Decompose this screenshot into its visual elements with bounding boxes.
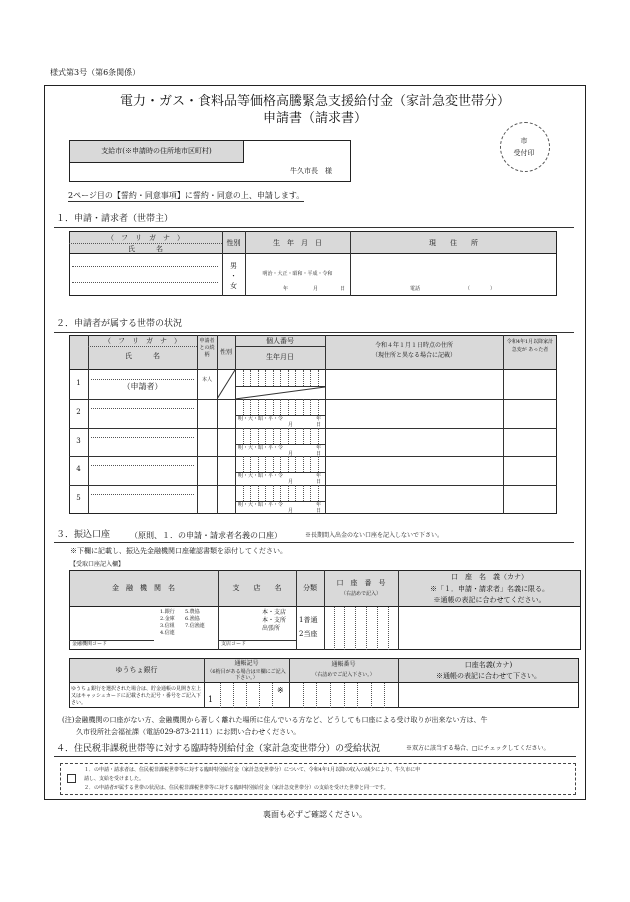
- s1-male: 男: [230, 262, 237, 270]
- s2-row-kana-line: [91, 494, 194, 495]
- pn-div4: [344, 683, 345, 708]
- s2-row-no: 2: [76, 407, 81, 416]
- bank-type-2: 2.金庫: [160, 616, 175, 622]
- s2-row-year: 年: [316, 415, 322, 422]
- holder-note1: ※「１．申請・請求者」名義に限る。: [430, 585, 549, 593]
- acct-div5: [377, 607, 378, 650]
- s1-kana-line: [72, 266, 218, 267]
- s2-row-no: 4: [76, 465, 81, 474]
- account-no-h: 口 座 番 号: [336, 579, 386, 587]
- s2-row-day: 日: [316, 508, 322, 515]
- payer-addressee: 牛久市長 様: [290, 167, 332, 175]
- s2-row-year: 年: [316, 473, 322, 480]
- s2-col-gen: [217, 335, 218, 514]
- pn-div1: [303, 683, 304, 708]
- s2-pn-digit-sep: [243, 485, 244, 501]
- s2-row-kana-line: [91, 408, 194, 409]
- bank-type-7: 7.信漁連: [185, 623, 205, 629]
- s2-pn-digit-sep: [265, 399, 266, 415]
- s2-row-no: 5: [76, 494, 81, 503]
- s1-gender: 性別: [226, 239, 241, 247]
- pledge-note: 2ページ目の【誓約・同意事項】に誓約・同意の上、申請します。: [68, 191, 305, 200]
- bank-type-1: 1.銀行: [160, 609, 175, 615]
- s2-pn-digit-sep: [280, 456, 281, 472]
- payer-label: 支給市(※申請時の住所地市区町村): [101, 147, 212, 155]
- s2-pn-digit-sep: [250, 485, 251, 501]
- passbook-symbol: 通帳記号: [234, 660, 259, 667]
- s2-col-pn: [235, 335, 236, 514]
- section4-line1: １．の申請・請求者は、住民税非課税世帯等に対する臨時特別給付金（家計急変世帯分）について、令和4年1月以降の収入の減少により、牛久市に申: [84, 767, 421, 773]
- s1-year: 年: [283, 286, 289, 292]
- s2-pn-digit-sep: [265, 456, 266, 472]
- s2-relation: 申請者との続柄: [199, 338, 215, 358]
- s2-pn-digit-sep: [288, 428, 289, 444]
- s2-row-no: 1: [76, 379, 81, 387]
- passbook-number: 通帳番号: [331, 661, 356, 668]
- s2-col-rel: [197, 335, 198, 514]
- s2-pn-digit-sep: [318, 456, 319, 472]
- s2-pn-digit-sep: [258, 485, 259, 501]
- bank-type-3: 3.信組: [160, 623, 175, 629]
- s2-pn-digit-sep: [273, 456, 274, 472]
- s2-addr-l1: 令和４年１月１日時点の住所: [374, 342, 453, 349]
- s2-pn-digit-sep: [265, 485, 266, 501]
- account-type-1: 1普通: [299, 616, 318, 624]
- bank-code: 金融機関コード: [72, 641, 108, 647]
- bank-col1: [218, 570, 219, 650]
- s2-pn-digit-sep: [258, 456, 259, 472]
- holder-note2: ※通帳の表記に合わせてください。: [433, 596, 546, 604]
- right-align-h: （右詰めで記入）: [340, 591, 381, 597]
- s2-name: 氏 名: [125, 352, 160, 360]
- s2-pn-digit-sep: [258, 428, 259, 444]
- s2-pn-digit-sep: [265, 428, 266, 444]
- acct-div1: [334, 607, 335, 650]
- reception-stamp: [500, 122, 550, 172]
- s1-phone-parens: （ ）: [465, 286, 496, 292]
- s2-pn-digit-sep: [288, 399, 289, 415]
- s2-pn-digit-sep: [295, 399, 296, 415]
- s2-row-eras: 明・大・昭・平・令: [238, 415, 284, 422]
- s2-col-no: [88, 335, 89, 514]
- section4-underline: [54, 756, 576, 757]
- s2-col-change: [503, 335, 504, 514]
- s2-slash: [217, 370, 325, 399]
- s2-row-month: 月: [288, 479, 294, 486]
- s2-sudden-change: 令和4年1月以降家計急変が あった者: [506, 339, 554, 353]
- back-note: 裏面も必ずご確認ください。: [263, 810, 367, 819]
- category-h: 分類: [303, 584, 317, 592]
- bank-col2: [296, 570, 297, 650]
- ps-div2: [233, 683, 234, 708]
- s2-row-kana-line: [91, 379, 194, 380]
- passbook-symbol-note: （6桁目がある場合は※欄にご記入下さい。）: [207, 669, 286, 681]
- s1-address: 現 住 所: [429, 239, 478, 247]
- s2-pn-digit-sep: [273, 428, 274, 444]
- s2-row-eras: 明・大・昭・平・令: [238, 473, 284, 480]
- section1-heading: １．申請・請求者（世帯主）: [56, 214, 174, 224]
- section4-checkbox[interactable]: [67, 774, 76, 783]
- s1-month: 月: [313, 286, 319, 292]
- s2-pn-digit-sep: [243, 456, 244, 472]
- s2-gender: 性別: [219, 349, 232, 356]
- pn-div3: [330, 683, 331, 708]
- bank-col4: [398, 570, 399, 650]
- s2-pn-digit-sep: [295, 485, 296, 501]
- passbook-number-note: （右詰めでご記入下さい。）: [312, 672, 375, 678]
- s2-pn-digit-sep: [280, 399, 281, 415]
- section4-line3: ２．の申請者が属する世帯の状況は、住民税非課税世帯等に対する臨時特別給付金（家計急変世帯分）の支給を受けた世帯と同一です。: [84, 785, 389, 791]
- section2-heading: ２．申請者が属する世帯の状況: [56, 319, 183, 329]
- stamp-line2: 受付印: [513, 149, 535, 157]
- s2-row-kana-line: [91, 437, 194, 438]
- acct-div6: [388, 607, 389, 650]
- s2-pn-digit-sep: [273, 399, 274, 415]
- s2-row-month: 月: [288, 450, 294, 457]
- yucho-label: ゆうちょ銀行: [115, 666, 158, 674]
- s2-row-eras: 明・大・昭・平・令: [238, 502, 284, 509]
- section3-heading-sub: （原則、１．の申請・請求者名義の口座）: [130, 531, 282, 540]
- s1-name-line: [72, 282, 218, 283]
- s2-row-day: 日: [316, 479, 322, 486]
- s2-pn-digit-sep: [310, 399, 311, 415]
- s1-day: 日: [340, 286, 346, 292]
- s2-pn-digit-sep: [303, 399, 304, 415]
- s2-furigana-line: [88, 346, 197, 347]
- s2-pn-digit-sep: [318, 428, 319, 444]
- bank-type-6: 6.漁協: [185, 616, 200, 622]
- s2-row-no: 3: [76, 436, 81, 445]
- section4-note: ※双方に該当する場合、□にチェックしてください。: [406, 745, 550, 752]
- branch-type-1: 本・支店: [262, 609, 287, 616]
- s1-phone: 電話: [410, 286, 421, 292]
- ps-div5: [272, 683, 273, 708]
- s2-applicant: （申請者）: [122, 382, 163, 391]
- s1-furigana: （ フ リ ガ ナ ）: [107, 234, 184, 242]
- form-title: 電力・ガス・食料品等価格高騰緊急支援給付金（家計急変世帯分）: [119, 94, 510, 109]
- branch-code: 支店コード: [221, 641, 247, 647]
- s2-row-sep: [69, 428, 557, 429]
- s2-pn-digit-sep: [310, 485, 311, 501]
- s2-pn-digit-sep: [310, 456, 311, 472]
- s2-pn-digit-sep: [250, 399, 251, 415]
- s2-dob: 生年月日: [266, 353, 294, 361]
- s2-pn-digit-sep: [295, 428, 296, 444]
- pn-div2: [316, 683, 317, 708]
- section3-underline: [54, 542, 574, 543]
- s2-pn-digit-sep: [310, 428, 311, 444]
- s2-pn-digit-sep: [250, 456, 251, 472]
- acct-div3: [355, 607, 356, 650]
- s2-pn-digit-sep: [318, 399, 319, 415]
- acct-div2: [344, 607, 345, 650]
- s2-row-sep: [69, 399, 557, 400]
- section3-heading-note: ※長期間入出金のない口座を記入しないで下さい。: [305, 532, 444, 539]
- ps-div1: [220, 683, 221, 708]
- s2-pn-digit-sep: [288, 456, 289, 472]
- ps-div4: [259, 683, 260, 708]
- s2-pn-divider: [235, 346, 325, 347]
- pn-div6: [371, 683, 372, 708]
- s1-female: 女: [230, 282, 237, 290]
- acct-div4: [366, 607, 367, 650]
- form-subtitle: 申請書（請求書）: [262, 111, 367, 126]
- s1-gender-dot: ・: [230, 272, 237, 280]
- form-number: 様式第3号（第6条関係）: [50, 68, 141, 77]
- s2-pn-digit-sep: [243, 399, 244, 415]
- branch-type-3: 出張所: [262, 625, 281, 632]
- section4-line2: 請し、支給を受けました。: [84, 776, 145, 782]
- bank-name-h: 金 融 機 関 名: [112, 584, 175, 592]
- s2-pn-digit-sep: [288, 485, 289, 501]
- s2-pn-digit-sep: [303, 485, 304, 501]
- passbook-digit1: 1: [208, 695, 214, 704]
- s1-eras: 明治・大正・昭和・平成・令和: [262, 271, 333, 277]
- s2-pn-digit-sep: [273, 485, 274, 501]
- s2-personal-no: 個人番号: [266, 337, 294, 345]
- section4-heading: ４．住民税非課税世帯等に対する臨時特別給付金（家計急変世帯分）の受給状況: [56, 744, 381, 754]
- bank-type-5: 5.農協: [185, 609, 200, 615]
- s1-name: 氏 名: [128, 245, 163, 253]
- branch-type-2: 本・支所: [262, 617, 287, 624]
- pn-div5: [357, 683, 358, 708]
- yucho-note: ゆうちょ銀行を選択された場合は、貯金通帳の見開き左上又はキャッシュカードに記載された記号・番号をご記入下さい。: [71, 686, 202, 706]
- s2-pn-digit-sep: [303, 428, 304, 444]
- account-type-2: 2当座: [299, 630, 318, 638]
- bank-type-4: 4.信連: [160, 630, 175, 636]
- yucho-holder: 口座名義(カナ): [464, 661, 513, 669]
- s2-col-addr: [325, 335, 326, 514]
- passbook-asterisk: ※: [277, 686, 284, 695]
- s2-pn-digit-sep: [280, 485, 281, 501]
- s2-pn-digit-sep: [318, 485, 319, 501]
- s2-addr-l2: （現住所と異なる場合に記載）: [371, 352, 456, 359]
- s2-row-kana-line: [91, 465, 194, 466]
- s2-row-month: 月: [288, 508, 294, 515]
- s1-dob: 生 年 月 日: [273, 239, 322, 247]
- section3-heading: ３．振込口座: [56, 530, 111, 540]
- section3-attach-note: ※下欄に記載し、振込先金融機関口座確認書類を添付してください。: [70, 547, 287, 555]
- branch-name-h: 支 店 名: [232, 584, 282, 592]
- s2-pn-digit-sep: [258, 399, 259, 415]
- s2-row-day: 日: [316, 421, 322, 428]
- holder-h: 口 座 名 義（カナ）: [451, 573, 528, 581]
- ps-div3: [246, 683, 247, 708]
- s2-pn-digit-sep: [295, 456, 296, 472]
- s2-self: 本人: [201, 377, 212, 383]
- s2-row-sep: [69, 456, 557, 457]
- s2-row-day: 日: [316, 450, 322, 457]
- pn-div7: [384, 683, 385, 708]
- stamp-line1: 市: [520, 137, 528, 145]
- s2-pn-digit-sep: [250, 428, 251, 444]
- s2-row-year: 年: [316, 502, 322, 509]
- s2-pn-digit-sep: [303, 456, 304, 472]
- section2-underline: [54, 332, 574, 333]
- section1-underline: [54, 227, 574, 228]
- s2-row-sep: [69, 485, 557, 486]
- no-account-note-1: (注)金融機関の口座がない方、金融機関から著しく離れた場所に住んでいる方など、どうしても口座による受け取りが出来ない方は、牛: [62, 716, 488, 724]
- s1-furigana-line: [69, 243, 222, 244]
- no-account-note-2: 久市役所社会福祉課（電話029-873-2111）にお問い合わせください。: [76, 728, 301, 736]
- s2-row-month: 月: [288, 421, 294, 428]
- yucho-holder-note: ※通帳の表記に合わせて下さい。: [436, 672, 541, 680]
- s2-row-year: 年: [316, 444, 322, 451]
- s2-row-eras: 明・大・昭・平・令: [238, 444, 284, 451]
- bank-entry-label: 【受取口座記入欄】: [70, 561, 125, 568]
- s2-furigana: （ フ リ ガ ナ ）: [104, 337, 181, 345]
- s2-pn-digit-sep: [280, 428, 281, 444]
- s2-pn-digit-sep: [243, 428, 244, 444]
